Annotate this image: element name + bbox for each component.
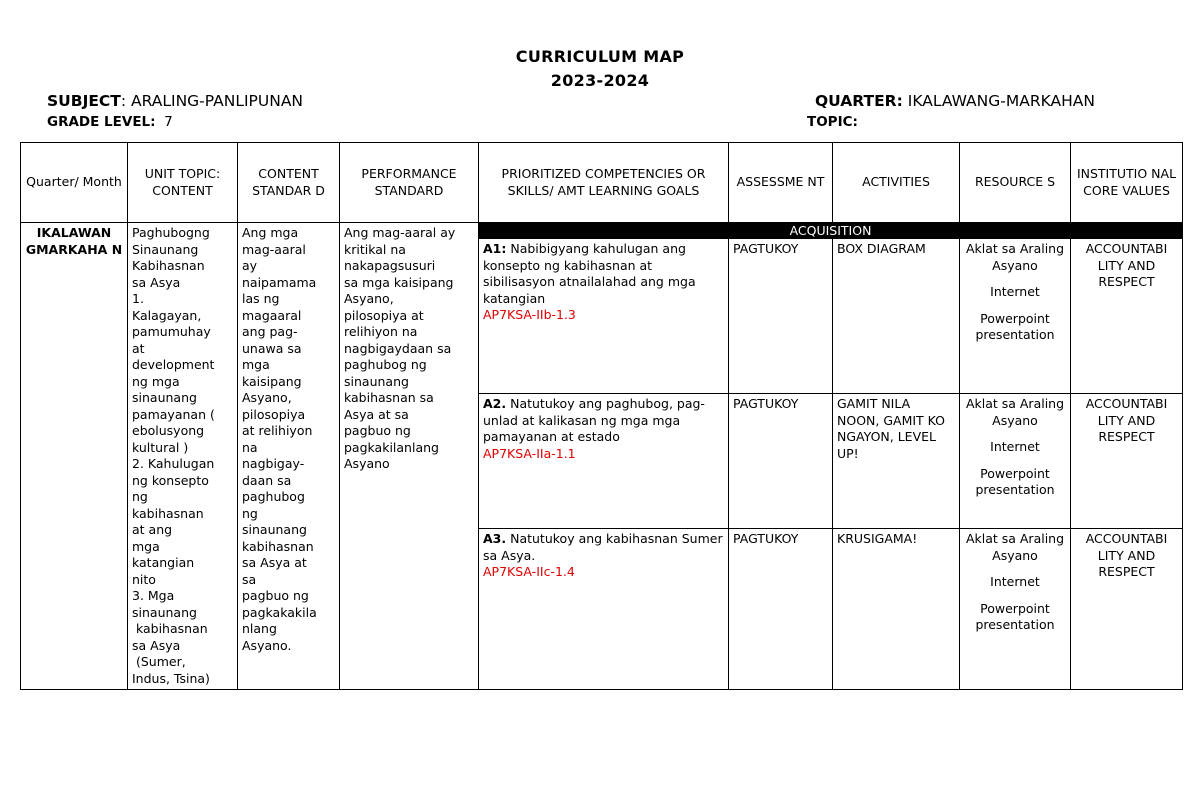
- cell-line: Indus, Tsina): [132, 670, 210, 686]
- col-quarter: Quarter/ Month: [21, 143, 128, 223]
- competency-text: Natutukoy ang paghubog, pag-unlad at kalikasan ng mga mga pamayanan at estado: [483, 396, 705, 444]
- cell-line: sa mga kaisipang: [344, 274, 454, 290]
- cell-line: pilosopiya: [242, 406, 306, 422]
- cell-line: nagbigaydaan sa: [344, 340, 452, 356]
- resource-item: Internet: [990, 284, 1040, 299]
- cell-line: kabihasnan sa: [344, 390, 434, 405]
- competency-cell: [479, 239, 729, 394]
- subject-line: [47, 92, 303, 110]
- resources-cell: [960, 394, 1071, 529]
- resource-item: Aklat sa Araling Asyano: [965, 396, 1065, 428]
- cell-line: pagkakilanlang: [344, 439, 439, 455]
- col-activities: ACTIVITIES: [833, 143, 960, 223]
- cell-line: mag-aaral: [242, 241, 306, 257]
- document-title: CURRICULUM MAP: [515, 47, 685, 66]
- cell-line: at: [132, 340, 145, 356]
- competency-label: A3.: [483, 531, 507, 546]
- cell-line: Sinaunang: [132, 241, 199, 257]
- cell-line: ng konsepto: [132, 472, 209, 488]
- cell-line: Asyano: [344, 456, 390, 471]
- cell-line: kabihasnan: [132, 621, 208, 636]
- cell-line: Asyano,: [242, 390, 292, 405]
- col-core-values: INSTITUTIO NAL CORE VALUES: [1071, 143, 1183, 223]
- cell-line: Kalagayan,: [132, 307, 202, 323]
- acquisition-label: ACQUISITION: [479, 223, 1183, 239]
- cell-line: katangian: [132, 555, 195, 570]
- competency-cell: [479, 394, 729, 529]
- header-row: [21, 143, 1183, 223]
- cell-line: las ng: [242, 291, 280, 306]
- cell-line: naipamama: [242, 274, 317, 290]
- content-standard-cell: [238, 223, 340, 690]
- cell-line: kabihasnan: [242, 538, 314, 554]
- resources-cell: [960, 529, 1071, 690]
- cell-line: daan sa: [242, 472, 292, 488]
- competency-cell: [479, 529, 729, 690]
- cell-line: mga: [132, 538, 160, 554]
- cell-line: Asya at sa: [344, 406, 409, 422]
- cell-line: magaaral: [242, 307, 302, 323]
- resource-item: Aklat sa Araling Asyano: [965, 531, 1065, 563]
- assessment-cell: PAGTUKOY: [729, 239, 833, 394]
- performance-lines: [344, 225, 474, 473]
- activity-cell: BOX DIAGRAM: [833, 239, 960, 394]
- topic-label: TOPIC:: [807, 114, 858, 130]
- cell-line: sinaunang: [242, 522, 307, 537]
- unit-topic-cell: [128, 223, 238, 690]
- cell-line: ng: [132, 489, 148, 504]
- school-year: 2023-2024: [550, 71, 650, 90]
- quarter-line: [815, 92, 1095, 110]
- cell-line: nakapagsusuri: [344, 258, 436, 273]
- col-unit-topic: UNIT TOPIC: CONTENT: [128, 143, 238, 223]
- col-content-standard: CONTENT STANDAR D: [238, 143, 340, 223]
- cell-line: sa: [242, 571, 257, 587]
- competency-code: AP7KSA-IIb-1.3: [483, 307, 576, 322]
- cell-line: kaisipang: [242, 373, 302, 389]
- quarter-value: IKALAWANG-MARKAHAN: [902, 92, 1095, 110]
- col-performance-standard: PERFORMANCE STANDARD: [340, 143, 479, 223]
- cell-line: nlang: [242, 621, 277, 636]
- competency-code: AP7KSA-IIc-1.4: [483, 564, 575, 579]
- cell-line: ang pag-: [242, 324, 298, 339]
- cell-line: pagbuo ng: [242, 588, 309, 603]
- resource-item: Internet: [990, 439, 1040, 454]
- cell-line: relihiyon na: [344, 324, 418, 339]
- subject-label: SUBJECT: [47, 92, 121, 110]
- competency-label: A2.: [483, 396, 507, 411]
- acquisition-row: [21, 223, 1183, 239]
- cell-line: sa Asya at: [242, 555, 307, 570]
- cell-line: Kabihasnan: [132, 258, 205, 273]
- assessment-cell: PAGTUKOY: [729, 529, 833, 690]
- curriculum-table: [20, 142, 1183, 690]
- grade-value: 7: [164, 114, 173, 130]
- col-resources: RESOURCE S: [960, 143, 1071, 223]
- cell-line: 3. Mga: [132, 588, 175, 603]
- cell-line: Asyano,: [344, 291, 394, 306]
- topic-line: [807, 114, 858, 130]
- core-values-cell: ACCOUNTABI LITY AND RESPECT: [1071, 239, 1183, 394]
- cell-line: kultural ): [132, 439, 189, 455]
- cell-line: sa Asya: [132, 274, 181, 290]
- cell-line: pilosopiya at: [344, 307, 424, 323]
- cell-line: ebolusyong: [132, 423, 205, 438]
- cell-line: (Sumer,: [132, 654, 186, 669]
- cell-line: paghubog: [242, 489, 305, 504]
- cell-line: ay: [242, 258, 258, 273]
- resource-item: Internet: [990, 574, 1040, 589]
- cell-line: sinaunang: [132, 604, 197, 620]
- cell-line: Ang mga: [242, 225, 299, 240]
- cell-line: sa Asya: [132, 637, 181, 653]
- cell-line: sinaunang: [132, 390, 197, 405]
- content-lines: [242, 225, 335, 654]
- cell-line: pagbuo ng: [344, 423, 411, 438]
- cell-line: 2. Kahulugan: [132, 456, 215, 471]
- cell-line: sinaunang: [344, 373, 409, 389]
- cell-line: mga: [242, 357, 270, 372]
- assessment-cell: PAGTUKOY: [729, 394, 833, 529]
- cell-line: ng: [242, 505, 258, 521]
- resource-item: Powerpoint presentation: [975, 310, 1055, 342]
- cell-line: unawa sa: [242, 340, 302, 356]
- cell-line: development: [132, 357, 215, 372]
- performance-standard-cell: [340, 223, 479, 690]
- competency-label: A1:: [483, 241, 507, 256]
- competency-text: Nabibigyang kahulugan ang konsepto ng kabihasnan at sibilisasyon atnailalahad ang mga katangian: [483, 241, 696, 306]
- cell-line: Asyano.: [242, 637, 292, 653]
- subject-value: : ARALING-PANLIPUNAN: [120, 92, 304, 110]
- core-values-cell: ACCOUNTABI LITY AND RESPECT: [1071, 394, 1183, 529]
- cell-line: na: [242, 439, 258, 455]
- activity-cell: GAMIT NILA NOON, GAMIT KO NGAYON, LEVEL UP!: [833, 394, 960, 529]
- cell-line: kabihasnan: [132, 505, 204, 521]
- cell-line: Paghubogng: [132, 225, 210, 240]
- competency-text: Natutukoy ang kabihasnan Sumer sa Asya.: [483, 531, 723, 563]
- resource-item: Powerpoint presentation: [975, 465, 1055, 497]
- quarter-cell: IKALAWAN GMARKAHA N: [21, 223, 128, 690]
- quarter-label: QUARTER:: [815, 92, 903, 110]
- cell-line: pamayanan (: [132, 406, 215, 422]
- unit-lines: [132, 225, 233, 687]
- cell-line: nito: [132, 571, 156, 587]
- cell-line: kritikal na: [344, 241, 406, 257]
- cell-line: paghubog ng: [344, 357, 427, 372]
- activity-cell: KRUSIGAMA!: [833, 529, 960, 690]
- resource-item: Powerpoint presentation: [975, 600, 1055, 632]
- cell-line: pamumuhay: [132, 324, 211, 339]
- col-competencies: PRIORITIZED COMPETENCIES OR SKILLS/ AMT LEARNING GOALS: [479, 143, 729, 223]
- col-assessment: ASSESSME NT: [729, 143, 833, 223]
- competency-code: AP7KSA-IIa-1.1: [483, 445, 576, 461]
- cell-line: 1.: [132, 291, 144, 306]
- resource-item: Aklat sa Araling Asyano: [965, 241, 1065, 273]
- cell-line: at ang: [132, 522, 173, 537]
- grade-line: [47, 114, 173, 130]
- cell-line: nagbigay-: [242, 456, 305, 471]
- resources-cell: [960, 239, 1071, 394]
- grade-label: GRADE LEVEL:: [47, 114, 156, 130]
- cell-line: ng mga: [132, 373, 180, 389]
- cell-line: at relihiyon: [242, 423, 313, 438]
- cell-line: pagkakakila: [242, 604, 317, 620]
- cell-line: Ang mag-aaral ay: [344, 225, 456, 240]
- core-values-cell: ACCOUNTABI LITY AND RESPECT: [1071, 529, 1183, 690]
